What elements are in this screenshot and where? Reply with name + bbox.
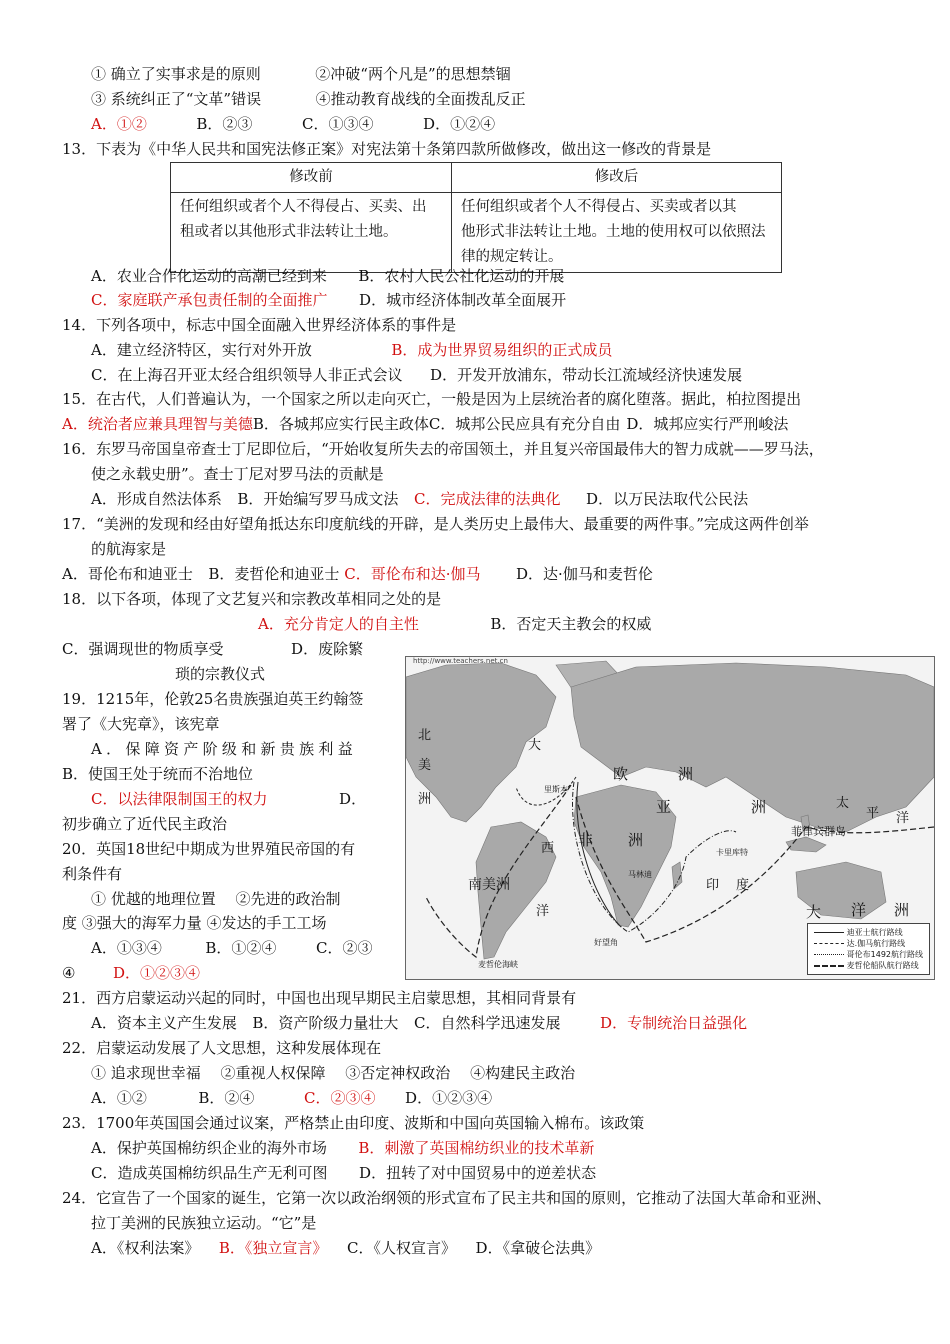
- label-malindi: 马林迪: [628, 870, 652, 879]
- q14-option-c: C．在上海召开亚太经合组织领导人非正式会议: [91, 366, 403, 384]
- q20-option-c: C．②③: [316, 939, 373, 957]
- legend-label: 麦哲伦船队航行路线: [846, 961, 919, 970]
- legend-item: [814, 949, 923, 960]
- q20-option-a: A．①③④: [91, 939, 162, 957]
- q14-stem: 14．下列各项中，标志中国全面融入世界经济体系的事件是: [62, 316, 457, 334]
- q19-stem-line-1: 19．1215年，伦敦25名贵族强迫英王约翰签: [62, 690, 364, 708]
- q16-stem-line-1: 16．东罗马帝国皇帝查士丁尼即位后，“开始收复所失去的帝国领土，并且复兴帝国最伟大的智力成就——罗马法，: [62, 440, 824, 458]
- q12-option-d: D．①②④: [423, 115, 496, 133]
- q20-statement-line-1: ① 优越的地理位置 ②先进的政治制: [91, 890, 341, 908]
- q16-option-c: C．完成法律的法典化: [414, 490, 561, 508]
- label-philippines: 菲律宾群岛: [791, 825, 846, 838]
- q18-stem: 18．以下各项，体现了文艺复兴和宗教改革相同之处的是: [62, 590, 442, 608]
- q24-stem-line-1: 24．它宣告了一个国家的诞生，它第一次以政治纲领的形式宣布了民主共和国的原则，它推动了法国大革命和亚洲、: [62, 1189, 832, 1207]
- legend-swatch: [814, 943, 844, 944]
- q20-statement-line-2: 度 ③强大的海军力量 ④发达的手工工场: [62, 914, 327, 932]
- legend-item: [814, 938, 923, 949]
- q22-option-c: C．②③④: [304, 1089, 376, 1107]
- q18-option-a: A．充分肯定人的自主性: [258, 615, 419, 633]
- q15-option-b: B．各城邦应实行民主政体: [252, 415, 429, 433]
- label-india-2: 度: [736, 878, 750, 893]
- q22-options: [91, 1088, 492, 1108]
- legend-swatch: [814, 932, 844, 933]
- label-europe-2: 洲: [678, 765, 694, 783]
- q21-option-c: C．自然科学迅速发展: [414, 1014, 561, 1032]
- label-india-1: 印: [706, 878, 720, 893]
- label-oceania-2: 洋: [851, 901, 867, 919]
- label-good-hope: 好望角: [594, 938, 618, 947]
- q14-option-b: B．成为世界贸易组织的正式成员: [391, 341, 613, 359]
- label-south-america: 南美洲: [468, 877, 510, 893]
- q19-options-row: [91, 789, 366, 809]
- q16-option-d: D．以万民法取代公民法: [586, 490, 749, 508]
- label-calicut: 卡里库特: [716, 848, 748, 857]
- label-north: 北: [418, 728, 432, 743]
- q13-after-line-1: 任何组织或者个人不得侵占、买卖或者以其: [461, 199, 737, 215]
- q19-option-d-cont: 初步确立了近代民主政治: [62, 815, 228, 833]
- q24-option-d: D．《拿破仑法典》: [475, 1239, 601, 1257]
- q14-option-a: A．建立经济特区，实行对外开放: [91, 341, 312, 359]
- q20-stem-line-2: 利条件有: [62, 865, 123, 883]
- q24-option-b: B．《独立宣言》: [218, 1239, 328, 1257]
- q17-stem-line-1: 17．“美洲的发现和经由好望角抵达东印度航线的开辟，是人类历史上最伟大、最重要的两件事。”完成这两件创举: [62, 515, 809, 533]
- q17-option-c: C．哥伦布和达·伽马: [344, 565, 481, 583]
- q19-stem-line-2: 署了《大宪章》，该宪章: [62, 715, 220, 733]
- q21-options: [91, 1013, 747, 1033]
- q20-options-row-1: [91, 938, 372, 958]
- q23-option-c: C．造成英国棉纺织品生产无利可图: [91, 1164, 328, 1182]
- q16-option-b: B．开始编写罗马成文法: [237, 490, 399, 508]
- q15-options: [62, 414, 788, 434]
- label-pacific-3: 洋: [896, 811, 910, 826]
- label-yang: 洋: [536, 904, 550, 919]
- q15-stem: 15．在古代，人们普遍认为，一个国家之所以走向灭亡，一般是因为上层统治者的腐化堕落。据此，柏拉图提出: [62, 390, 802, 408]
- q19-option-b: B．使国王处于统而不治地位: [62, 765, 254, 783]
- label-continent: 洲: [418, 792, 432, 807]
- q23-option-a: A．保护英国棉纺织企业的海外市场: [91, 1139, 327, 1157]
- q12-statement-line-2: ③ 系统纠正了“文革”错误 ④推动教育战线的全面拨乱反正: [91, 90, 526, 108]
- q13-after-line-3: 律的规定转让。: [461, 249, 563, 265]
- q21-option-a: A．资本主义产生发展: [91, 1014, 237, 1032]
- q14-option-d: D．开发开放浦东，带动长江流域经济快速发展: [430, 366, 743, 384]
- q23-stem: 23．1700年英国国会通过议案，严格禁止由印度、波斯和中国向英国输入棉布。该政策: [62, 1114, 645, 1132]
- q19-option-c: C．以法律限制国王的权力: [91, 790, 268, 808]
- q22-statements: ① 追求现世幸福 ②重视人权保障 ③否定神权政治 ④构建民主政治: [91, 1064, 576, 1082]
- q24-options: [91, 1238, 600, 1258]
- q24-option-c: C．《人权宣言》: [347, 1239, 456, 1257]
- q13-cell-after: [452, 193, 782, 273]
- q18-option-d-cont: 琐的宗教仪式: [175, 665, 266, 683]
- q13-amendment-table: [170, 162, 782, 273]
- q24-option-a: A．《权利法案》: [91, 1239, 200, 1257]
- q17-stem-line-2: 的航海家是: [91, 540, 167, 558]
- label-pacific-1: 太: [836, 796, 850, 811]
- q17-option-d: D．达·伽马和麦哲伦: [516, 565, 653, 583]
- q14-options-row-2: [91, 365, 742, 385]
- q23-options-row-1: [91, 1138, 594, 1158]
- legend-label: 迪亚士航行路线: [846, 928, 903, 937]
- q12-options: [91, 114, 495, 134]
- q20-stem-line-1: 20．英国18世纪中期成为世界殖民帝国的有: [62, 840, 356, 858]
- q13-options-row-1: [91, 266, 564, 286]
- legend-swatch: [814, 954, 844, 955]
- map-watermark: http://www.teachers.net.cn: [413, 657, 508, 665]
- q15-option-d: D．城邦应实行严刑峻法: [626, 415, 789, 433]
- q17-options: [62, 564, 653, 584]
- label-lisbon: 里斯本: [544, 785, 568, 794]
- q24-stem-line-2: 拉丁美洲的民族独立运动。“它”是: [91, 1214, 317, 1232]
- q20-options-row-2: [62, 963, 200, 983]
- q23-option-d: D．扭转了对中国贸易中的逆差状态: [359, 1164, 597, 1182]
- q19-option-a: A．保障资产阶级和新贵族利益: [91, 740, 358, 758]
- q13-option-d: D．城市经济体制改革全面展开: [359, 291, 567, 309]
- q14-options-row-1: [91, 340, 612, 360]
- label-america: 美: [418, 758, 432, 773]
- q13-before-line-2: 租或者以其他形式非法转让土地。: [180, 224, 398, 240]
- q13-stem: 13．下表为《中华人民共和国宪法修正案》对宪法第十条第四款所做修改，做出这一修改的背景是: [62, 140, 712, 158]
- label-oceania-1: 大: [806, 903, 822, 921]
- q13-header-before: 修改前: [171, 163, 452, 193]
- label-asia-2: 洲: [751, 798, 767, 816]
- q20-option-d: D．①②③④: [113, 964, 201, 982]
- label-africa-2: 洲: [628, 831, 644, 849]
- q15-option-c: C．城邦公民应具有充分自由: [428, 415, 621, 433]
- q21-option-d: D．专制统治日益强化: [600, 1014, 748, 1032]
- q17-option-b: B．麦哲伦和迪亚士: [208, 565, 340, 583]
- q12-option-c: C．①③④: [302, 115, 374, 133]
- label-magellan-strait: 麦哲伦海峡: [478, 960, 518, 969]
- label-asia-1: 亚: [656, 798, 672, 816]
- q12-option-a: A．①②: [91, 115, 147, 133]
- q13-cell-before: [171, 193, 452, 273]
- q12-statement-line-1: ① 确立了实事求是的原则 ②冲破“两个凡是”的思想禁锢: [91, 65, 511, 83]
- q22-option-d: D．①②③④: [405, 1089, 493, 1107]
- legend-label: 哥伦布1492航行路线: [846, 950, 923, 959]
- q18-options-row-2: [62, 639, 363, 659]
- q13-options-row-2: [91, 290, 566, 310]
- q13-before-line-1: 任何组织或者个人不得侵占、买卖、出: [180, 199, 427, 215]
- q16-stem-line-2: 使之永载史册”。查士丁尼对罗马法的贡献是: [91, 465, 384, 483]
- label-europe-1: 欧: [613, 765, 629, 783]
- label-xi: 西: [541, 841, 555, 856]
- q13-header-after: 修改后: [452, 163, 782, 193]
- q20-option-b: B．①②④: [205, 939, 277, 957]
- q22-option-b: B．②④: [198, 1089, 255, 1107]
- q23-options-row-2: [91, 1163, 596, 1183]
- q19-option-d: D．: [339, 790, 367, 808]
- q13-option-c: C．家庭联产承包责任制的全面推广: [91, 291, 328, 309]
- legend-item: [814, 960, 923, 971]
- q18-option-c: C．强调现世的物质享受: [62, 640, 224, 658]
- q21-option-b: B．资产阶级力量壮大: [252, 1014, 399, 1032]
- q18-option-b: B．否定天主教会的权威: [490, 615, 652, 633]
- q18-options-row-1: [258, 614, 651, 634]
- q16-option-a: A．形成自然法体系: [91, 490, 222, 508]
- q18-option-d: D．废除繁: [291, 640, 364, 658]
- map-legend: [807, 923, 930, 975]
- label-oceania-3: 洲: [894, 901, 910, 919]
- q23-option-b: B．刺激了英国棉纺织业的技术革新: [358, 1139, 595, 1157]
- legend-item: [814, 927, 923, 938]
- q22-stem: 22．启蒙运动发展了人文思想，这种发展体现在: [62, 1039, 382, 1057]
- voyages-map: [405, 656, 935, 980]
- q22-option-a: A．①②: [91, 1089, 147, 1107]
- q13-option-b: B．农村人民公社化运动的开展: [358, 267, 565, 285]
- q20-option-c-cont: ④: [62, 964, 76, 982]
- q13-after-line-2: 他形式非法转让土地。土地的使用权可以依照法: [461, 224, 766, 240]
- legend-swatch: [814, 965, 844, 967]
- q15-option-a: A．统治者应兼具理智与美德: [62, 415, 253, 433]
- q21-stem: 21．西方启蒙运动兴起的同时，中国也出现早期民主启蒙思想，其相同背景有: [62, 989, 577, 1007]
- label-africa-1: 非: [578, 831, 594, 849]
- legend-label: 达.伽马航行路线: [846, 939, 906, 948]
- q16-options: [91, 489, 748, 509]
- label-pacific-2: 平: [866, 806, 880, 821]
- label-da: 大: [528, 738, 542, 753]
- q12-option-b: B．②③: [196, 115, 253, 133]
- q13-option-a: A．农业合作化运动的高潮已经到来: [91, 267, 327, 285]
- q17-option-a: A．哥伦布和迪亚士: [62, 565, 193, 583]
